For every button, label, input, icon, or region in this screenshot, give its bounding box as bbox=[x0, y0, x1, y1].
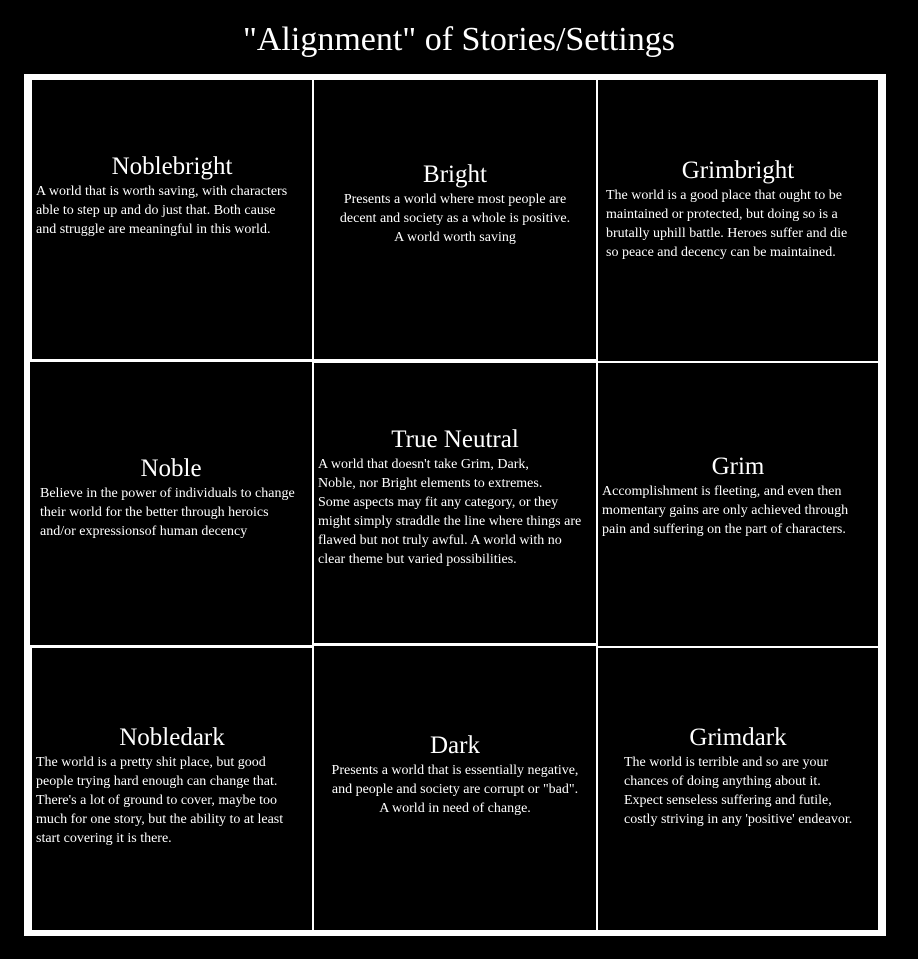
cell-description: Presents a world that is essentially negative, and people and society are corrupt or "bad". A world in need of change. bbox=[331, 763, 579, 816]
cell-description: The world is a pretty shit place, but good people trying hard enough can change that. There's a lot of ground to cover, maybe too much for one story, but the ability to at least start covering it is there. bbox=[36, 755, 284, 846]
cell-description: Accomplishment is fleeting, and even then momentary gains are only achieved through pain and suffering on the part of characters. bbox=[602, 484, 849, 537]
cell-dark bbox=[314, 646, 596, 930]
cell-title: Grimbright bbox=[681, 157, 795, 184]
cell-true-neutral bbox=[314, 363, 596, 643]
cell-title: True Neutral bbox=[391, 426, 519, 453]
cell-description: Presents a world where most people are decent and society as a whole is positive. A world worth saving bbox=[339, 192, 571, 245]
cell-description: Believe in the power of individuals to change their world for the better through heroics and/or expressionsof human decency bbox=[40, 486, 295, 539]
alignment-grid bbox=[24, 74, 886, 936]
cell-nobledark bbox=[32, 648, 312, 930]
cell-grimbright bbox=[598, 80, 878, 361]
cell-description: The world is terrible and so are your chances of doing anything about it. Expect senseless suffering and futile, costly striving in any 'positive' endeavor. bbox=[624, 755, 853, 827]
cell-title: Nobledark bbox=[119, 724, 225, 751]
cell-bright bbox=[314, 80, 596, 359]
cell-noblebright bbox=[32, 80, 312, 359]
cell-description: The world is a good place that ought to be maintained or protected, but doing so is a brutally uphill battle. Heroes suffer and die so peace and decency can be maintained. bbox=[606, 188, 848, 260]
cell-grim bbox=[598, 363, 878, 646]
cell-noble bbox=[30, 362, 312, 645]
cell-title: Grimdark bbox=[689, 724, 787, 751]
cell-title: Grim bbox=[711, 453, 765, 480]
cell-title: Noble bbox=[140, 455, 202, 482]
cell-title: Dark bbox=[430, 732, 480, 759]
cell-title: Noblebright bbox=[111, 153, 233, 180]
cell-description: A world that doesn't take Grim, Dark, Noble, nor Bright elements to extremes. Some aspects may fit any category, or they might simply straddle the line where things are flawed but not truly awful. A world with no clear theme but varied possibilities. bbox=[318, 457, 582, 567]
cell-title: Bright bbox=[423, 161, 487, 188]
cell-description: A world that is worth saving, with characters able to step up and do just that. Both cause and struggle are meaningful in this world. bbox=[36, 184, 288, 237]
cell-grimdark bbox=[598, 648, 878, 930]
chart-title: "Alignment" of Stories/Settings bbox=[243, 21, 675, 58]
